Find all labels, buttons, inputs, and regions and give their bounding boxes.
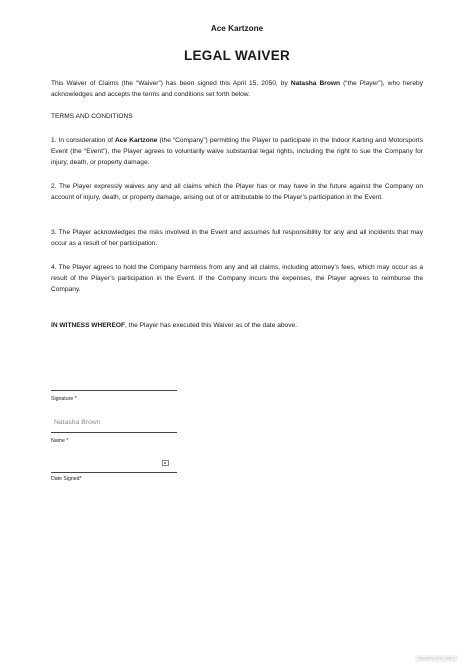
clause-2: 2. The Player expressly waives any and all claims which the Player has or may have in the future against the Company on account of injury, death, or property damage, arising out of or attributable to the Player’s participation in the Event. — [51, 183, 423, 202]
document-title: LEGAL WAIVER — [183, 48, 291, 63]
witness-statement — [51, 320, 423, 331]
clause-3: 3. The Player acknowledges the risks involved in the Event and assumes full responsibility for any and all incidents that may occur as a result of her participation. — [51, 229, 423, 248]
terms-heading: TERMS AND CONDITIONS — [51, 113, 133, 120]
intro-text-2: (“the Player”), who hereby acknowledges and accepts the terms and conditions set forth below. — [51, 80, 423, 99]
clause-1-text-1: 1. In consideration of — [51, 137, 116, 144]
clause-4: 4. The Player agrees to hold the Company harmless from any and all claims, including attorney’s fees, which may occur as a result of the Player’s participation in the Event. If the Company incurs the expenses, the Player agrees to reimburse the Company. — [51, 264, 423, 294]
date-signed-field[interactable] — [51, 472, 177, 473]
witness-text: , the Player has executed this Waiver as of the date above. — [125, 322, 298, 329]
template-watermark: TEMPLATE.NET — [415, 655, 458, 662]
name-field[interactable] — [51, 432, 177, 433]
date-signed-label: Date Signed* — [51, 476, 82, 482]
company-header: Ace Kartzone — [210, 24, 264, 33]
calendar-icon[interactable] — [162, 460, 169, 466]
intro-paragraph — [51, 78, 423, 100]
intro-player-name: Natasha Brown — [290, 80, 341, 87]
clause-1 — [51, 135, 423, 169]
clause-1-company: Ace Kartzone — [115, 137, 158, 144]
name-label: Name * — [51, 438, 69, 444]
intro-text-1: This Waiver of Claims (the “Waiver”) has been signed this April 15, 2050, by — [51, 80, 291, 87]
signature-label: Signature * — [51, 396, 77, 402]
clause-1-text-2: (the “Company”) permitting the Player to participate in the Indoor Karting and Motorsports Event (the “Event”), the Player agrees to voluntarily waive substantial legal rights, including the right to sue the Company for injury, death, or property damage. — [51, 137, 424, 167]
name-field-value[interactable]: Natasha Brown — [54, 419, 101, 426]
signature-field[interactable] — [51, 390, 177, 391]
witness-bold: IN WITNESS WHEREOF — [51, 322, 125, 329]
